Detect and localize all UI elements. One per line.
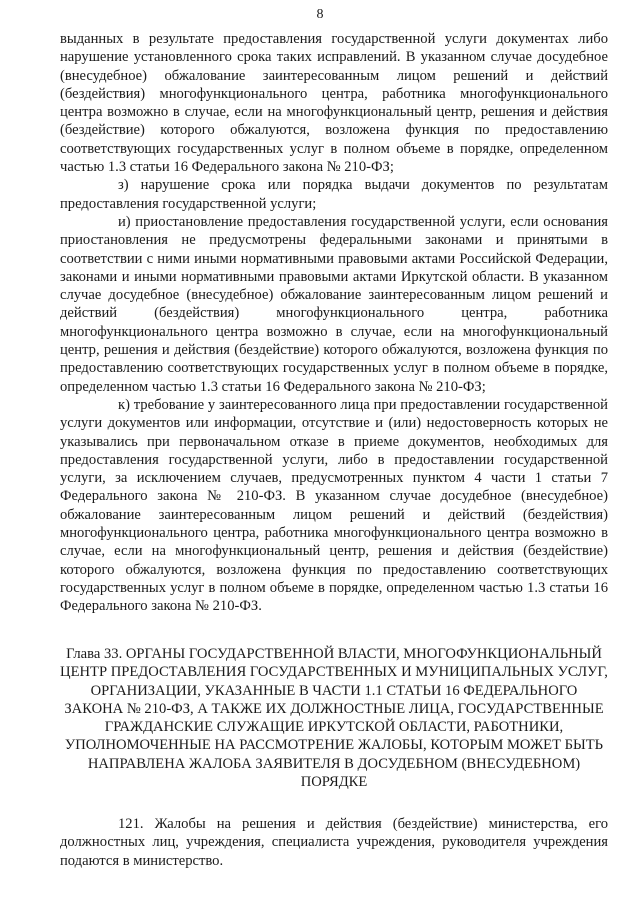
chapter-heading: Глава 33. ОРГАНЫ ГОСУДАРСТВЕННОЙ ВЛАСТИ, МНОГОФУНКЦИОНАЛЬНЫЙ ЦЕНТР ПРЕДОСТАВЛЕНИЯ ГОСУДАРСТВЕННЫХ И МУНИЦИПАЛЬНЫХ УСЛУГ, ОРГАНИЗАЦИИ, УКАЗАННЫЕ В ЧАСТИ 1.1 СТАТЬИ 16 ФЕДЕРАЛЬНОГО ЗАКОНА № 210-ФЗ, А ТАКЖЕ ИХ ДОЛЖНОСТНЫЕ ЛИЦА, ГОСУДАРСТВЕННЫЕ ГРАЖДАНСКИЕ СЛУЖАЩИЕ ИРКУТСКОЙ ОБЛАСТИ, РАБОТНИКИ, УПОЛНОМОЧЕННЫЕ НА РАССМОТРЕНИЕ ЖАЛОБЫ, КОТОРЫМ МОЖЕТ БЫТЬ НАПРАВЛЕНА ЖАЛОБА ЗАЯВИТЕЛЯ В ДОСУДЕБНОМ (ВНЕСУДЕБНОМ) ПОРЯДКЕ xyxy=(60,646,608,791)
paragraph-z: з) нарушение срока или порядка выдачи документов по результатам предоставления государственной услуги; xyxy=(60,177,608,212)
page-number: 8 xyxy=(316,7,324,22)
paragraph-continuation: выданных в результате предоставления государственной услуги документах либо нарушение установленного срока таких исправлений. В указанном случае досудебное (внесудебное) обжалование заинтересованным лицом решений и действий (бездействия) многофункционального центра, работника многофункционального центра возможно в случае, если на многофункциональный центр, решения и действия (бездействие) которого обжалуются, возложена функция по предоставлению соответствующих государственных услуг в полном объеме в порядке, определенном частью 1.3 статьи 16 Федерального закона № 210-ФЗ; xyxy=(60,31,608,176)
paragraph-121: 121. Жалобы на решения и действия (бездействие) министерства, его должностных лиц, учреждения, специалиста учреждения, руководителя учреждения подаются в министерство. xyxy=(60,816,608,869)
body-text xyxy=(60,30,608,616)
paragraph-i: и) приостановление предоставления государственной услуги, если основания приостановления не предусмотрены федеральными законами и принятыми в соответствии с ними иными нормативными правовыми актами Российской Федерации, законами и иными нормативными правовыми актами Иркутской области. В указанном случае досудебное (внесудебное) обжалование заинтересованным лицом решений и действий (бездействия) многофункционального центра, работника многофункционального центра возможно в случае, если на многофункциональный центр, решения и действия (бездействие) которого обжалуются, возложена функция по предоставлению соответствующих государственных услуг в полном объеме в порядке, определенном частью 1.3 статьи 16 Федерального закона № 210-ФЗ; xyxy=(60,213,608,395)
final-text xyxy=(60,815,608,870)
paragraph-k: к) требование у заинтересованного лица при предоставлении государственной услуги документов или информации, отсутствие и (или) недостоверность которых не указывались при первоначальном отказе в приеме документов, необходимых для предоставления государственной услуги, либо в предоставлении государственной услуги, за исключением случаев, предусмотренных пунктом 4 части 1 статьи 7 Федерального закона № 210-ФЗ. В указанном случае досудебное (внесудебное) обжалование заинтересованным лицом решений и действий (бездействия) многофункционального центра, работника многофункционального центра возможно в случае, если на многофункциональный центр, решения и действия (бездействие) которого обжалуются, возложена функция по предоставлению соответствующих государственных услуг в полном объеме в порядке, определенном частью 1.3 статьи 16 Федерального закона № 210-ФЗ. xyxy=(60,396,608,615)
